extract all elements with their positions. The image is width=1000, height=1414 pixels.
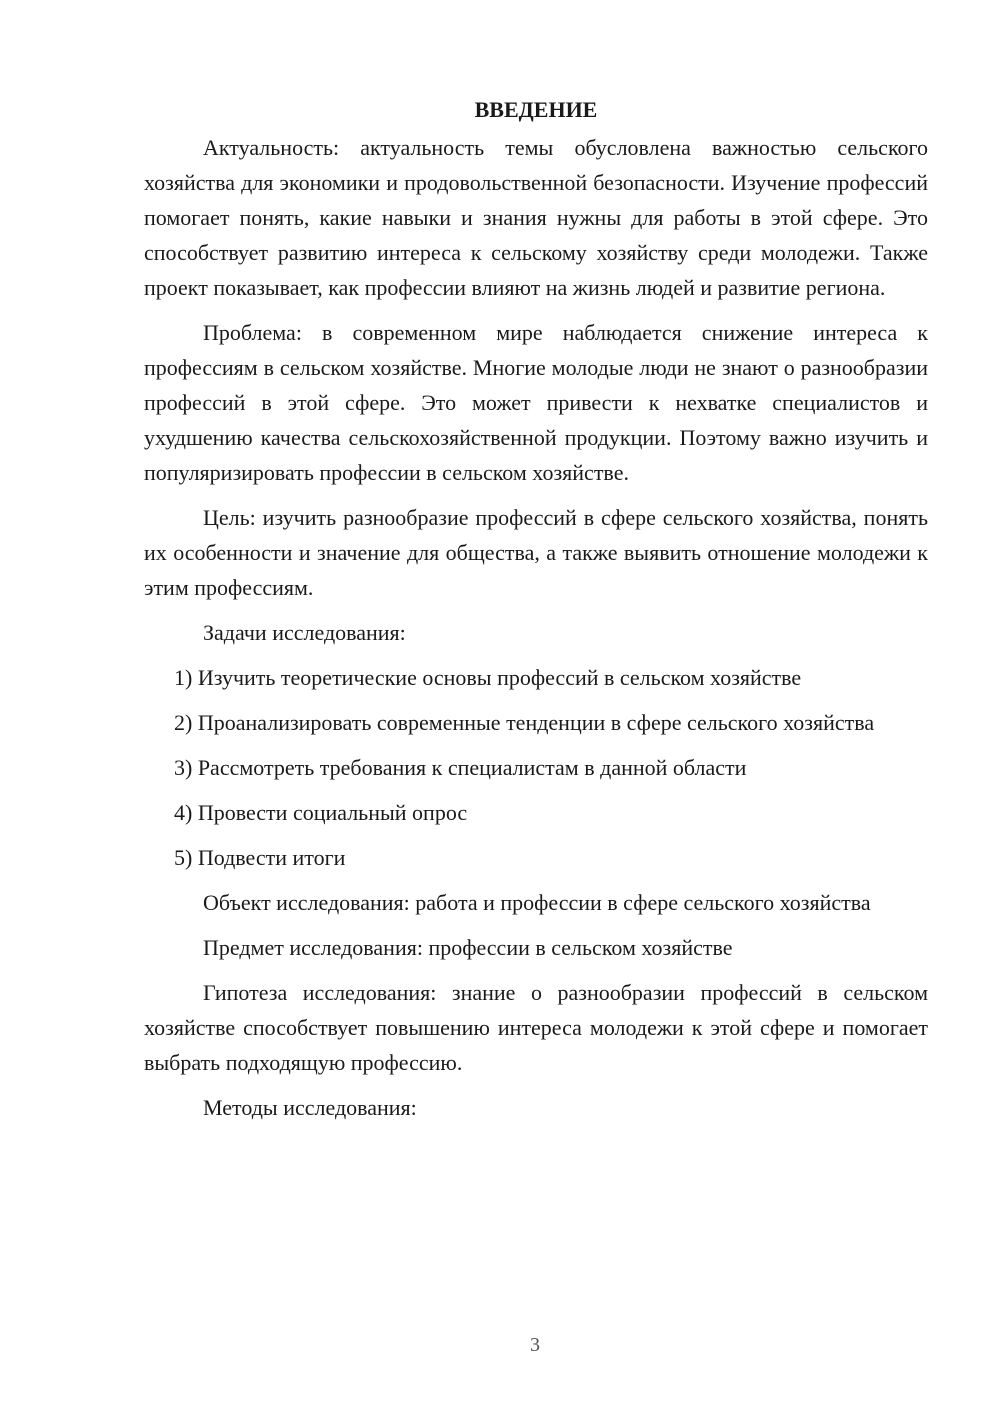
- tasks-heading: Задачи исследования:: [203, 620, 406, 645]
- task-item-5: 5) Подвести итоги: [174, 845, 346, 870]
- methods-heading: Методы исследования:: [203, 1095, 417, 1120]
- relevance-paragraph: Актуальность: актуальность темы обусловлена важностью сельского хозяйства для экономики и продовольственной безопасности. Изучение профессий помогает понять, какие навыки и знания нужны для работы в этой сфере. Это способствует развитию интереса к сельскому хозяйству среди молодежи. Также проект показывает, как профессии влияют на жизнь людей и развитие региона.: [144, 135, 928, 300]
- document-page: [144, 92, 928, 1135]
- subject-paragraph: Предмет исследования: профессии в сельском хозяйстве: [203, 935, 733, 960]
- page-number: 3: [530, 1334, 540, 1356]
- task-item-3: 3) Рассмотреть требования к специалистам в данной области: [174, 755, 747, 780]
- task-item-2: 2) Проанализировать современные тенденции в сфере сельского хозяйства: [174, 710, 875, 735]
- hypothesis-paragraph: Гипотеза исследования: знание о разнообразии профессий в сельском хозяйстве способствует повышению интереса молодежи к этой сфере и помогает выбрать подходящую профессию.: [144, 980, 928, 1075]
- section-title: ВВЕДЕНИЕ: [474, 97, 598, 122]
- object-paragraph: Объект исследования: работа и профессии в сфере сельского хозяйства: [203, 890, 871, 915]
- task-item-4: 4) Провести социальный опрос: [174, 800, 468, 825]
- goal-paragraph: Цель: изучить разнообразие профессий в сфере сельского хозяйства, понять их особенности и значение для общества, а также выявить отношение молодежи к этим профессиям.: [144, 505, 928, 600]
- problem-paragraph: Проблема: в современном мире наблюдается снижение интереса к профессиям в сельском хозяйстве. Многие молодые люди не знают о разнообразии профессий в этой сфере. Это может привести к нехватке специалистов и ухудшению качества сельскохозяйственной продукции. Поэтому важно изучить и популяризировать профессии в сельском хозяйстве.: [144, 320, 928, 485]
- task-item-1: 1) Изучить теоретические основы профессий в сельском хозяйстве: [174, 665, 802, 690]
